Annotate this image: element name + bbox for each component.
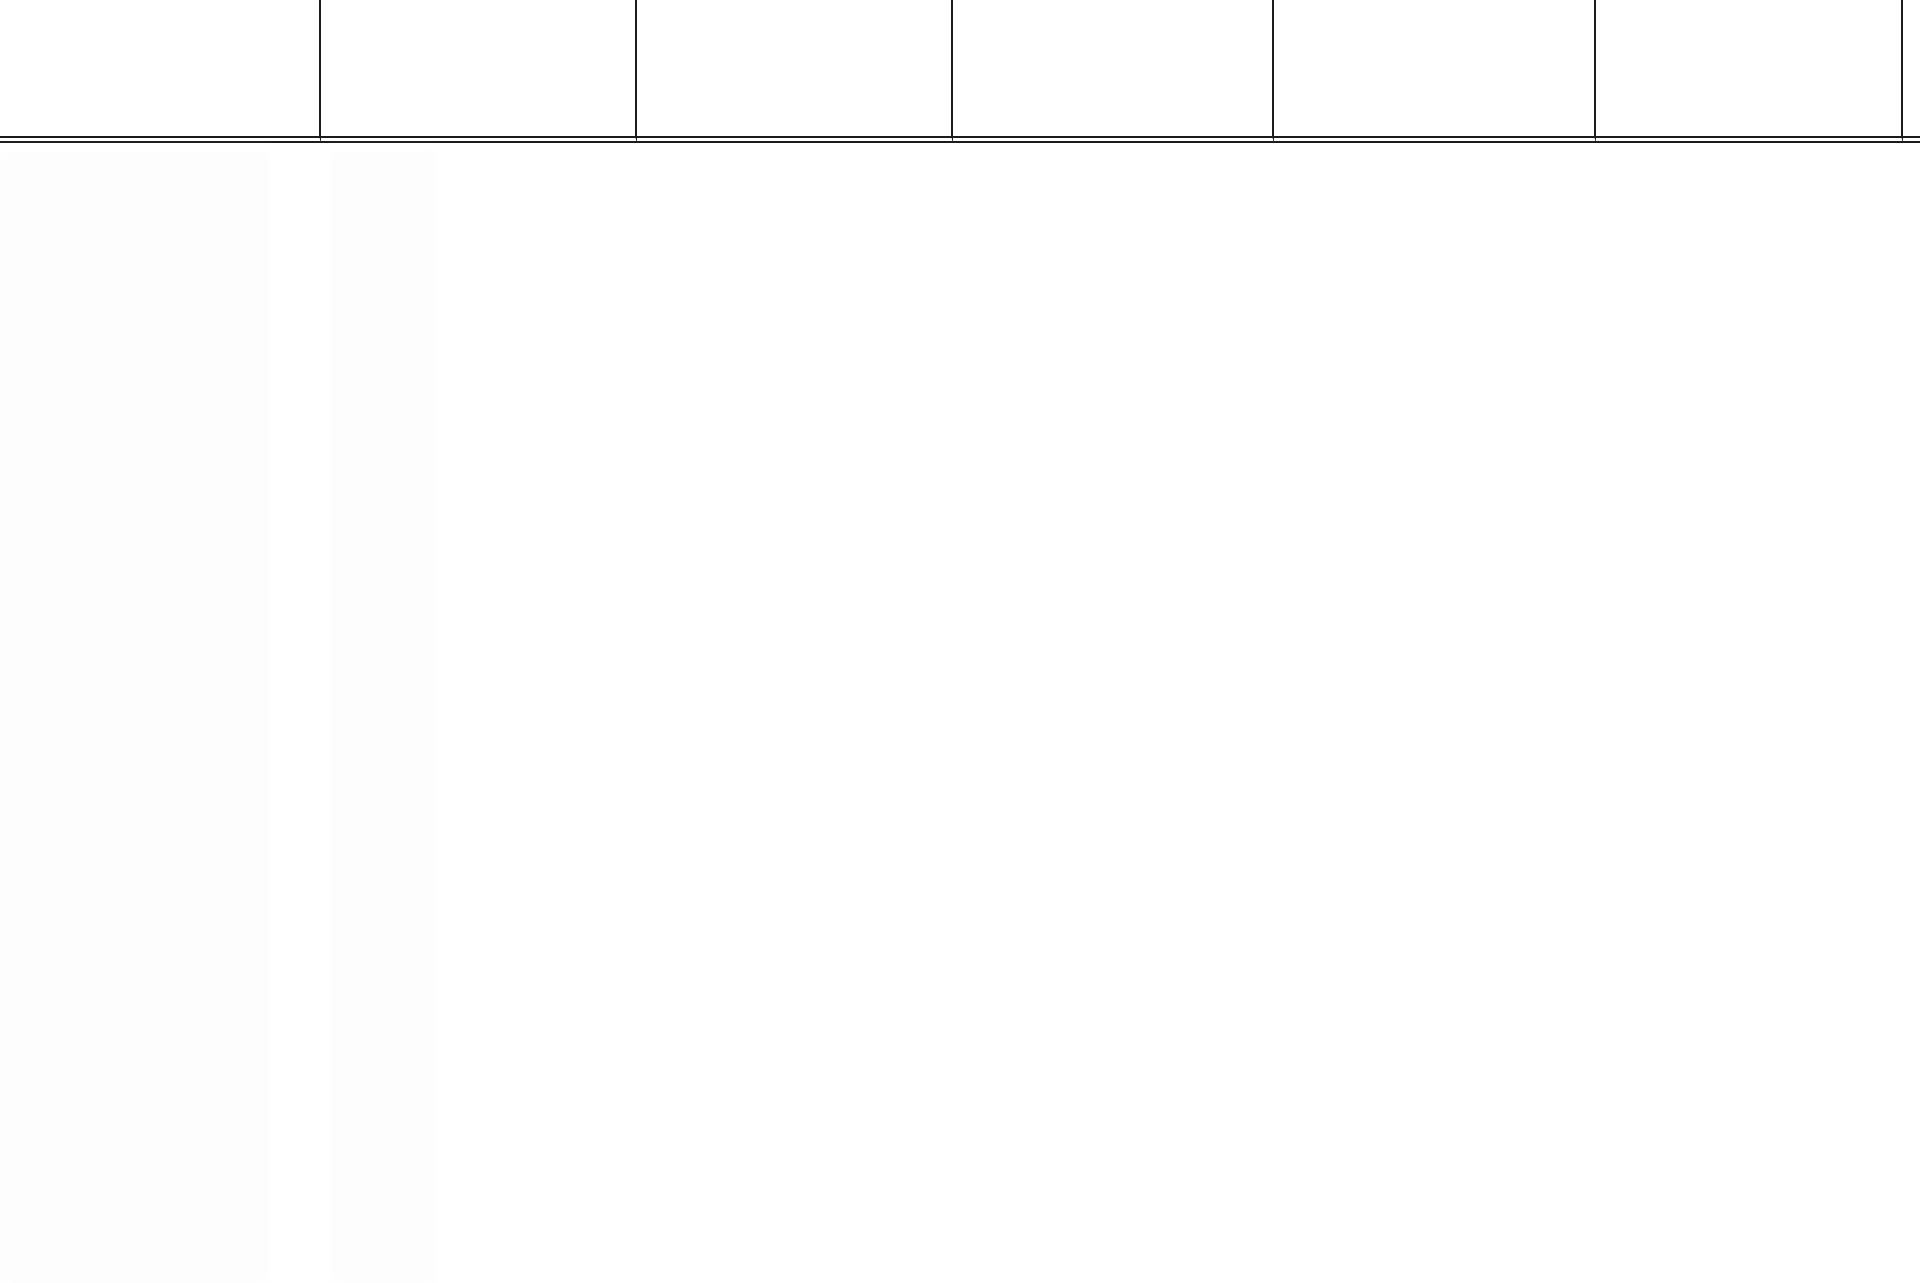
alias-column-redaction-blur	[330, 152, 437, 1283]
column-header-name[interactable]	[0, 0, 321, 143]
column-header-alias[interactable]	[321, 0, 637, 143]
name-column-redaction-blur	[0, 152, 270, 1283]
column-header-fee[interactable]	[1596, 0, 1903, 143]
column-header-extra	[1903, 0, 1920, 143]
column-header-start[interactable]	[953, 0, 1274, 143]
column-header-class[interactable]	[637, 0, 953, 143]
column-header-end[interactable]	[1274, 0, 1596, 143]
header-row	[0, 0, 1920, 143]
